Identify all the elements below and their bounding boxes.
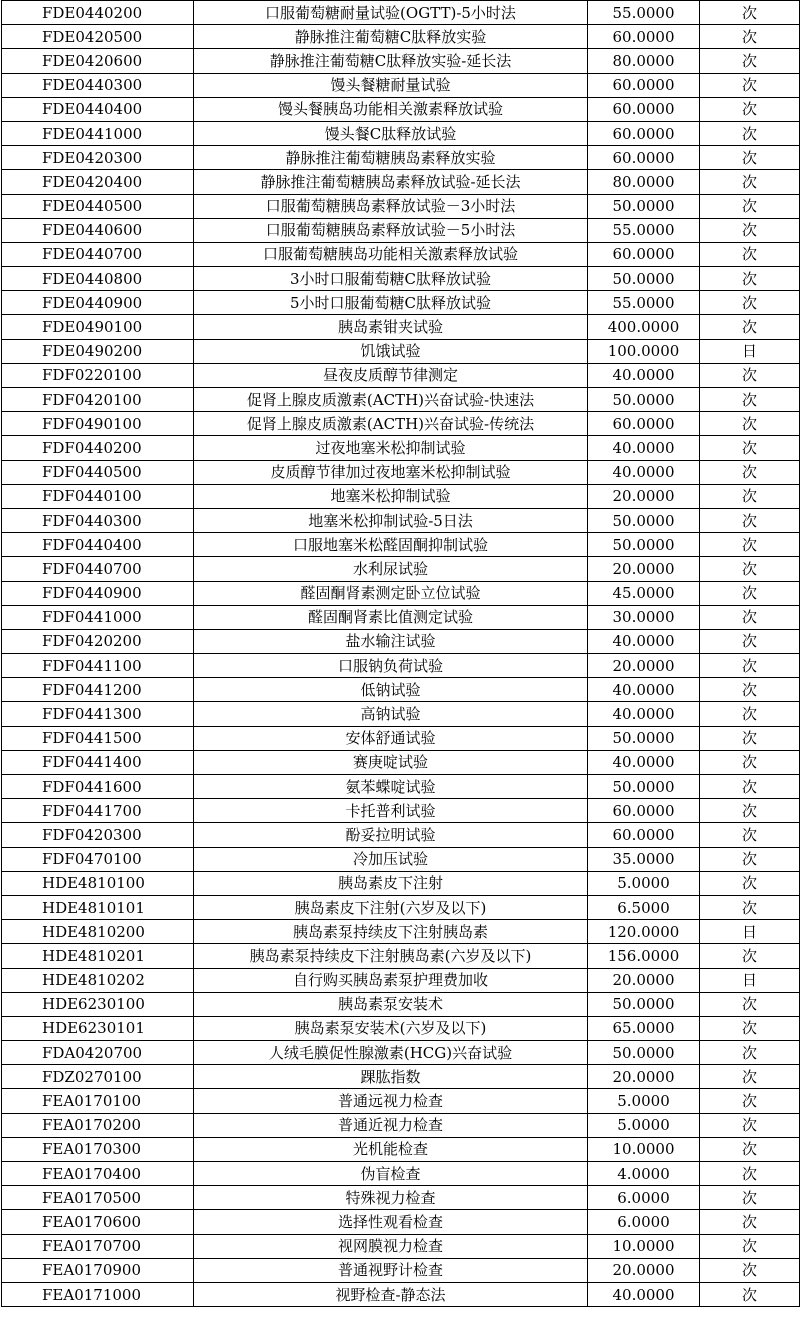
cell-price: 40.0000 [588, 460, 700, 484]
cell-code: FDF0490100 [2, 412, 194, 436]
table-row [2, 73, 800, 97]
cell-price: 50.0000 [588, 726, 700, 750]
cell-code: HDE4810201 [2, 944, 194, 968]
cell-name: 口服葡萄糖胰岛素释放试验－5小时法 [194, 218, 588, 242]
table-row [2, 218, 800, 242]
cell-name: 胰岛素钳夹试验 [194, 315, 588, 339]
table-row [2, 629, 800, 653]
table-row [2, 388, 800, 412]
table-row [2, 702, 800, 726]
table-row [2, 315, 800, 339]
cell-unit: 次 [700, 484, 800, 508]
cell-code: FDE0440700 [2, 242, 194, 266]
cell-unit: 次 [700, 1041, 800, 1065]
cell-price: 50.0000 [588, 533, 700, 557]
cell-code: FDE0420400 [2, 170, 194, 194]
table-row [2, 968, 800, 992]
cell-price: 40.0000 [588, 363, 700, 387]
cell-name: 特殊视力检查 [194, 1186, 588, 1210]
cell-code: FEA0170600 [2, 1210, 194, 1234]
cell-code: FDF0441500 [2, 726, 194, 750]
cell-price: 60.0000 [588, 25, 700, 49]
cell-code: FDF0441400 [2, 750, 194, 774]
cell-name: 光机能检查 [194, 1137, 588, 1161]
cell-unit: 次 [700, 944, 800, 968]
cell-price: 6.5000 [588, 895, 700, 919]
table-row [2, 460, 800, 484]
cell-code: FDF0420200 [2, 629, 194, 653]
cell-code: FEA0170700 [2, 1234, 194, 1258]
cell-unit: 次 [700, 581, 800, 605]
table-row [2, 146, 800, 170]
table-row [2, 1162, 800, 1186]
cell-price: 55.0000 [588, 1, 700, 25]
cell-code: FEA0170500 [2, 1186, 194, 1210]
cell-price: 5.0000 [588, 871, 700, 895]
cell-code: FDZ0270100 [2, 1065, 194, 1089]
cell-code: FDF0420300 [2, 823, 194, 847]
cell-code: FDF0440100 [2, 484, 194, 508]
table-row [2, 1041, 800, 1065]
cell-code: FDA0420700 [2, 1041, 194, 1065]
table-row [2, 508, 800, 532]
cell-code: FDF0470100 [2, 847, 194, 871]
table-row [2, 436, 800, 460]
cell-code: FDE0441000 [2, 121, 194, 145]
cell-unit: 次 [700, 992, 800, 1016]
cell-price: 35.0000 [588, 847, 700, 871]
cell-name: 安体舒通试验 [194, 726, 588, 750]
cell-code: FDE0440300 [2, 73, 194, 97]
cell-price: 40.0000 [588, 678, 700, 702]
table-row [2, 1210, 800, 1234]
cell-code: HDE4810100 [2, 871, 194, 895]
table-row [2, 1113, 800, 1137]
cell-price: 45.0000 [588, 581, 700, 605]
cell-code: FDE0440800 [2, 267, 194, 291]
table-row [2, 533, 800, 557]
cell-code: FDE0440600 [2, 218, 194, 242]
cell-unit: 次 [700, 267, 800, 291]
cell-name: 普通近视力检查 [194, 1113, 588, 1137]
cell-price: 40.0000 [588, 702, 700, 726]
cell-code: FDE0440900 [2, 291, 194, 315]
table-row [2, 847, 800, 871]
table-row [2, 1186, 800, 1210]
cell-price: 10.0000 [588, 1137, 700, 1161]
cell-code: HDE4810202 [2, 968, 194, 992]
cell-name: 人绒毛膜促性腺激素(HCG)兴奋试验 [194, 1041, 588, 1065]
cell-price: 40.0000 [588, 629, 700, 653]
cell-unit: 次 [700, 1186, 800, 1210]
cell-name: 低钠试验 [194, 678, 588, 702]
cell-unit: 次 [700, 1162, 800, 1186]
cell-price: 55.0000 [588, 291, 700, 315]
cell-unit: 次 [700, 1016, 800, 1040]
cell-price: 120.0000 [588, 920, 700, 944]
cell-unit: 次 [700, 49, 800, 73]
cell-unit: 次 [700, 436, 800, 460]
cell-code: FDF0440700 [2, 557, 194, 581]
cell-price: 50.0000 [588, 775, 700, 799]
cell-name: 皮质醇节律加过夜地塞米松抑制试验 [194, 460, 588, 484]
cell-price: 20.0000 [588, 1065, 700, 1089]
cell-price: 60.0000 [588, 97, 700, 121]
cell-price: 40.0000 [588, 750, 700, 774]
cell-name: 地塞米松抑制试验 [194, 484, 588, 508]
cell-unit: 次 [700, 654, 800, 678]
table-row [2, 97, 800, 121]
table-row [2, 605, 800, 629]
table-row [2, 291, 800, 315]
cell-price: 55.0000 [588, 218, 700, 242]
table-row [2, 1137, 800, 1161]
cell-price: 50.0000 [588, 194, 700, 218]
table-row [2, 412, 800, 436]
cell-unit: 次 [700, 1113, 800, 1137]
cell-unit: 次 [700, 146, 800, 170]
cell-unit: 次 [700, 799, 800, 823]
cell-name: 选择性观看检查 [194, 1210, 588, 1234]
cell-price: 20.0000 [588, 557, 700, 581]
cell-unit: 次 [700, 73, 800, 97]
cell-price: 5.0000 [588, 1089, 700, 1113]
cell-code: FDF0441600 [2, 775, 194, 799]
cell-code: FDF0220100 [2, 363, 194, 387]
cell-name: 胰岛素泵持续皮下注射胰岛素 [194, 920, 588, 944]
table-row [2, 1, 800, 25]
cell-unit: 次 [700, 291, 800, 315]
cell-unit: 次 [700, 533, 800, 557]
cell-code: FDE0440400 [2, 97, 194, 121]
cell-code: FDF0441300 [2, 702, 194, 726]
table-row [2, 944, 800, 968]
cell-code: FEA0170400 [2, 1162, 194, 1186]
table-row [2, 1282, 800, 1306]
cell-name: 胰岛素皮下注射(六岁及以下) [194, 895, 588, 919]
cell-price: 50.0000 [588, 267, 700, 291]
table-row [2, 121, 800, 145]
cell-name: 3小时口服葡萄糖C肽释放试验 [194, 267, 588, 291]
cell-name: 饥饿试验 [194, 339, 588, 363]
table-row [2, 654, 800, 678]
cell-name: 赛庚啶试验 [194, 750, 588, 774]
cell-code: FDE0440200 [2, 1, 194, 25]
cell-name: 酚妥拉明试验 [194, 823, 588, 847]
cell-unit: 次 [700, 605, 800, 629]
cell-name: 口服葡萄糖胰岛功能相关激素释放试验 [194, 242, 588, 266]
table-row [2, 920, 800, 944]
cell-code: FDF0441100 [2, 654, 194, 678]
cell-price: 6.0000 [588, 1210, 700, 1234]
cell-name: 静脉推注葡萄糖胰岛素释放实验 [194, 146, 588, 170]
cell-price: 5.0000 [588, 1113, 700, 1137]
cell-code: FDF0440500 [2, 460, 194, 484]
cell-code: FEA0170300 [2, 1137, 194, 1161]
table-row [2, 750, 800, 774]
table-row [2, 726, 800, 750]
cell-unit: 次 [700, 726, 800, 750]
cell-name: 馒头餐糖耐量试验 [194, 73, 588, 97]
cell-name: 视野检查-静态法 [194, 1282, 588, 1306]
cell-unit: 次 [700, 1089, 800, 1113]
table-row [2, 823, 800, 847]
cell-name: 馒头餐C肽释放试验 [194, 121, 588, 145]
cell-price: 60.0000 [588, 242, 700, 266]
cell-price: 60.0000 [588, 121, 700, 145]
cell-code: FDF0441000 [2, 605, 194, 629]
cell-code: FDF0441200 [2, 678, 194, 702]
table-row [2, 1234, 800, 1258]
cell-name: 静脉推注葡萄糖胰岛素释放试验-延长法 [194, 170, 588, 194]
cell-price: 60.0000 [588, 799, 700, 823]
cell-name: 高钠试验 [194, 702, 588, 726]
cell-price: 156.0000 [588, 944, 700, 968]
table-row [2, 581, 800, 605]
cell-name: 胰岛素泵安装术(六岁及以下) [194, 1016, 588, 1040]
cell-code: HDE4810101 [2, 895, 194, 919]
cell-code: FDF0440400 [2, 533, 194, 557]
cell-unit: 次 [700, 1258, 800, 1282]
cell-price: 4.0000 [588, 1162, 700, 1186]
cell-price: 40.0000 [588, 436, 700, 460]
table-row [2, 1065, 800, 1089]
cell-code: FDE0490100 [2, 315, 194, 339]
cell-code: FDF0441700 [2, 799, 194, 823]
cell-name: 胰岛素泵安装术 [194, 992, 588, 1016]
cell-name: 促肾上腺皮质激素(ACTH)兴奋试验-传统法 [194, 412, 588, 436]
cell-name: 冷加压试验 [194, 847, 588, 871]
cell-unit: 次 [700, 871, 800, 895]
cell-unit: 次 [700, 750, 800, 774]
cell-price: 50.0000 [588, 1041, 700, 1065]
cell-code: HDE6230101 [2, 1016, 194, 1040]
cell-name: 过夜地塞米松抑制试验 [194, 436, 588, 460]
cell-name: 醛固酮肾素测定卧立位试验 [194, 581, 588, 605]
cell-code: FDF0440200 [2, 436, 194, 460]
cell-unit: 次 [700, 702, 800, 726]
cell-unit: 次 [700, 895, 800, 919]
fee-table [1, 0, 800, 1307]
cell-code: HDE4810200 [2, 920, 194, 944]
cell-unit: 次 [700, 1234, 800, 1258]
cell-code: FDE0420600 [2, 49, 194, 73]
cell-price: 60.0000 [588, 73, 700, 97]
cell-price: 30.0000 [588, 605, 700, 629]
cell-price: 10.0000 [588, 1234, 700, 1258]
table-row [2, 895, 800, 919]
cell-code: FDE0420500 [2, 25, 194, 49]
cell-unit: 次 [700, 121, 800, 145]
cell-name: 盐水输注试验 [194, 629, 588, 653]
cell-name: 静脉推注葡萄糖C肽释放实验-延长法 [194, 49, 588, 73]
table-row [2, 1258, 800, 1282]
cell-unit: 次 [700, 412, 800, 436]
cell-price: 50.0000 [588, 992, 700, 1016]
cell-name: 胰岛素泵持续皮下注射胰岛素(六岁及以下) [194, 944, 588, 968]
cell-unit: 次 [700, 1, 800, 25]
cell-price: 80.0000 [588, 170, 700, 194]
cell-name: 口服地塞米松醛固酮抑制试验 [194, 533, 588, 557]
cell-price: 6.0000 [588, 1186, 700, 1210]
cell-unit: 次 [700, 508, 800, 532]
cell-unit: 次 [700, 315, 800, 339]
cell-price: 400.0000 [588, 315, 700, 339]
cell-name: 口服葡萄糖胰岛素释放试验－3小时法 [194, 194, 588, 218]
cell-price: 50.0000 [588, 388, 700, 412]
cell-code: FDF0440300 [2, 508, 194, 532]
cell-name: 昼夜皮质醇节律测定 [194, 363, 588, 387]
cell-unit: 次 [700, 218, 800, 242]
table-row [2, 871, 800, 895]
table-row [2, 25, 800, 49]
table-row [2, 775, 800, 799]
cell-code: FEA0171000 [2, 1282, 194, 1306]
cell-code: FEA0170100 [2, 1089, 194, 1113]
cell-code: FDE0440500 [2, 194, 194, 218]
cell-name: 胰岛素皮下注射 [194, 871, 588, 895]
cell-name: 促肾上腺皮质激素(ACTH)兴奋试验-快速法 [194, 388, 588, 412]
table-row [2, 678, 800, 702]
table-row [2, 799, 800, 823]
cell-name: 自行购买胰岛素泵护理费加收 [194, 968, 588, 992]
table-row [2, 267, 800, 291]
cell-code: FEA0170200 [2, 1113, 194, 1137]
cell-unit: 日 [700, 968, 800, 992]
cell-unit: 次 [700, 678, 800, 702]
cell-price: 20.0000 [588, 968, 700, 992]
cell-code: FDE0490200 [2, 339, 194, 363]
cell-unit: 次 [700, 25, 800, 49]
cell-unit: 次 [700, 460, 800, 484]
cell-name: 醛固酮肾素比值测定试验 [194, 605, 588, 629]
cell-name: 口服钠负荷试验 [194, 654, 588, 678]
table-row [2, 49, 800, 73]
cell-code: FDF0420100 [2, 388, 194, 412]
cell-unit: 次 [700, 847, 800, 871]
cell-price: 60.0000 [588, 412, 700, 436]
table-row [2, 1089, 800, 1113]
table-row [2, 363, 800, 387]
fee-table-body [2, 1, 800, 1307]
cell-unit: 次 [700, 194, 800, 218]
table-row [2, 484, 800, 508]
table-row [2, 194, 800, 218]
cell-unit: 次 [700, 823, 800, 847]
cell-price: 20.0000 [588, 1258, 700, 1282]
cell-unit: 次 [700, 1065, 800, 1089]
cell-name: 普通远视力检查 [194, 1089, 588, 1113]
cell-code: FDE0420300 [2, 146, 194, 170]
cell-unit: 次 [700, 363, 800, 387]
cell-unit: 次 [700, 557, 800, 581]
cell-name: 氨苯蝶啶试验 [194, 775, 588, 799]
cell-unit: 日 [700, 920, 800, 944]
cell-code: HDE6230100 [2, 992, 194, 1016]
cell-price: 50.0000 [588, 508, 700, 532]
cell-price: 60.0000 [588, 823, 700, 847]
cell-unit: 次 [700, 242, 800, 266]
cell-unit: 次 [700, 170, 800, 194]
cell-price: 20.0000 [588, 654, 700, 678]
cell-name: 馒头餐胰岛功能相关激素释放试验 [194, 97, 588, 121]
cell-unit: 次 [700, 629, 800, 653]
cell-code: FEA0170900 [2, 1258, 194, 1282]
table-row [2, 1016, 800, 1040]
cell-name: 普通视野计检查 [194, 1258, 588, 1282]
cell-price: 60.0000 [588, 146, 700, 170]
table-row [2, 557, 800, 581]
cell-unit: 次 [700, 775, 800, 799]
cell-unit: 次 [700, 1210, 800, 1234]
cell-price: 80.0000 [588, 49, 700, 73]
table-row [2, 992, 800, 1016]
cell-name: 视网膜视力检查 [194, 1234, 588, 1258]
cell-unit: 次 [700, 1282, 800, 1306]
cell-name: 静脉推注葡萄糖C肽释放实验 [194, 25, 588, 49]
table-row [2, 339, 800, 363]
table-row [2, 242, 800, 266]
cell-price: 65.0000 [588, 1016, 700, 1040]
cell-price: 20.0000 [588, 484, 700, 508]
cell-name: 伪盲检查 [194, 1162, 588, 1186]
cell-unit: 次 [700, 388, 800, 412]
table-row [2, 170, 800, 194]
cell-name: 卡托普利试验 [194, 799, 588, 823]
cell-unit: 次 [700, 97, 800, 121]
cell-name: 水利尿试验 [194, 557, 588, 581]
cell-unit: 次 [700, 1137, 800, 1161]
cell-name: 5小时口服葡萄糖C肽释放试验 [194, 291, 588, 315]
cell-price: 40.0000 [588, 1282, 700, 1306]
cell-name: 口服葡萄糖耐量试验(OGTT)-5小时法 [194, 1, 588, 25]
cell-price: 100.0000 [588, 339, 700, 363]
cell-code: FDF0440900 [2, 581, 194, 605]
cell-unit: 日 [700, 339, 800, 363]
cell-name: 地塞米松抑制试验-5日法 [194, 508, 588, 532]
cell-name: 踝肱指数 [194, 1065, 588, 1089]
